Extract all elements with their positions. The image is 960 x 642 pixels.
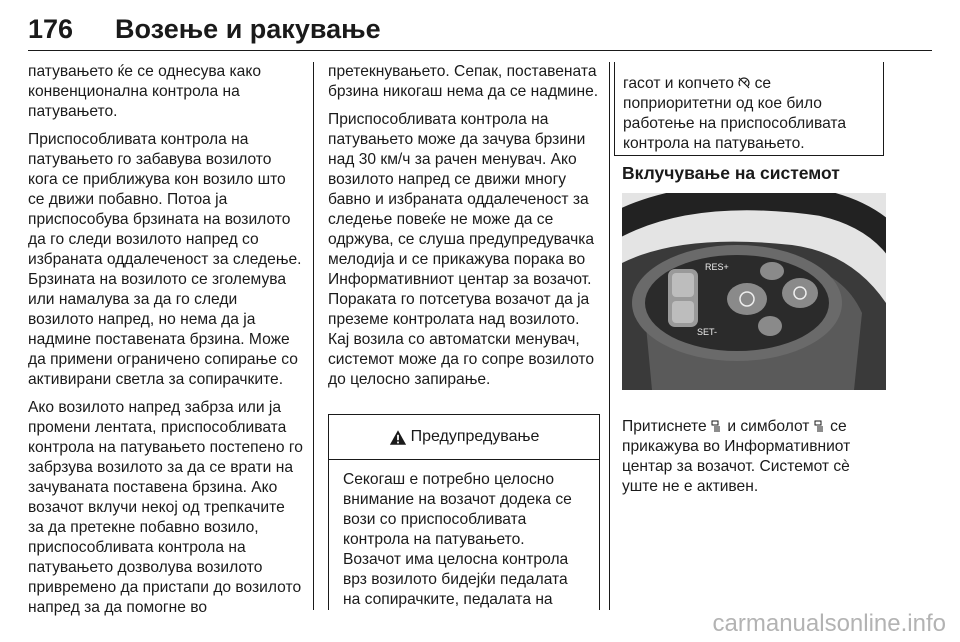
cruise-cancel-icon [738,77,750,89]
warning-text: Секогаш е потребно целосно внимание на возачот додека се вози со приспособливата контрола на патувањето. Возачот има целосна контрола врз возилото бидејќи педалата на сопирачките, педалата на [343,471,572,608]
section-heading: Вклучување на системот [622,163,840,183]
adaptive-cruise-icon [814,420,826,432]
warning-heading: Предупредување [410,428,540,445]
column-1 [28,62,304,626]
warning-header [329,415,599,460]
instruction-part: Притиснете [622,418,707,435]
warning-box [328,414,600,610]
res-label: RES+ [705,262,729,272]
page-number: 176 [28,14,74,44]
warning-continued-text: гасот и копчето [623,75,734,92]
instruction-part: и симболот [727,418,810,435]
page-header [28,10,932,51]
paragraph: патувањето ќе се однесува како конвенционална контрола на патувањето. [28,63,262,120]
column-divider [609,62,610,610]
paragraph: Приспособливата контрола на патувањето може да зачува брзини над 30 км/ч за рачен менувач. Ако возилото напред се движи многу бавно и избраната оддалеченост за следење повеќе не може да се одржува, се слуша предупредувачка мелодија и се прикажува порака во Информативниот центар за возачот. Пораката го потсетува возачот да ја преземе контролата над возилото. Кај возила со автоматски менувач, системот може да го сопре возилото до целосно запирање. [328,111,595,388]
instruction-text [622,417,890,497]
page-title: Возење и ракување [115,14,381,44]
warning-triangle-icon [389,429,407,446]
column-divider [313,62,314,610]
instruction-part: се прикажува во Информативниот центар за возачот. Системот сè уште не е активен. [622,418,851,495]
paragraph: Приспособливата контрола на патувањето го забавува возилото кога се приближува кон возило што се движи побавно. Потоа ја приспособува брзината на возилото да го следи возилото напред со избраната оддалеченост за следење. Брзината на возилото се зголемува или намалува за да го следи возилото напред, но нема да ја надмине поставената брзина. Може да примени ограничено сопирање со активирани светла за сопирачките. [28,131,302,388]
watermark: carmanualsonline.info [712,610,946,637]
column-2 [328,62,602,398]
paragraph: Ако возилото напред забрза или ја промени лентата, приспособливата контрола на патувањето постепено го забрзува возилото за да се врати на зачуваната поставена брзина. Ако возачот вклучи некој од трепкачите за да претекне побавно возило, приспособливата контрола на патувањето дозволува возилото привремено да пристапи до возилото напред за да помогне во [28,399,303,616]
steering-wheel-illustration [622,193,886,390]
warning-continued-text: се поприоритетни од кое било работење на приспособливата контрола на патувањето. [623,75,847,152]
adaptive-cruise-icon [711,420,723,432]
set-label: SET- [697,327,718,337]
steering-wheel-graphic [622,193,886,390]
warning-continuation-box [614,62,884,156]
paragraph: претекнувањето. Сепак, поставената брзина никогаш нема да се надмине. [328,63,599,100]
